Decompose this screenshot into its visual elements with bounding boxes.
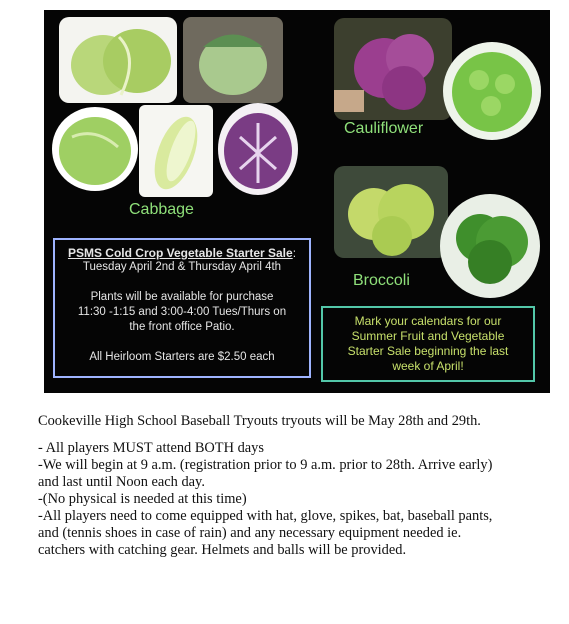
starter-sale-info-box <box>53 238 311 378</box>
sale-title: PSMS Cold Crop Vegetable Starter Sale <box>67 246 293 260</box>
red-cabbage-photo <box>218 103 298 195</box>
tryouts-details <box>38 440 558 559</box>
detail-line-3: and last until Noon each day. <box>38 474 205 490</box>
notice-line-2: Summer Fruit and Vegetable <box>351 329 505 343</box>
detail-line-7: catchers with catching gear. Helmets and balls will be provided. <box>38 542 407 558</box>
plants-line-1: Plants will be available for purchase <box>90 291 274 303</box>
cabbage-photo-1 <box>59 17 177 103</box>
purple-cauliflower-photo <box>334 18 452 120</box>
detail-line-1: - All players MUST attend BOTH days <box>38 440 264 456</box>
detail-line-2: -We will begin at 9 a.m. (registration prior to 9 a.m. prior to 28th. Arrive early) <box>38 457 493 473</box>
broccoli-photo <box>440 194 540 298</box>
cabbage-photo-2 <box>183 17 283 103</box>
cabbage-photo-3 <box>52 107 138 191</box>
detail-line-6: and (tennis shoes in case of rain) and any necessary equipment needed ie. <box>38 525 462 541</box>
sale-title-colon: : <box>292 246 297 260</box>
romanesco-broccoli-photo <box>334 166 448 258</box>
cabbage-label: Cabbage <box>129 201 194 218</box>
cauliflower-label: Cauliflower <box>344 120 424 137</box>
plants-line-2: 11:30 -1:15 and 3:00-4:00 Tues/Thurs on <box>77 306 287 318</box>
summer-sale-notice <box>321 306 535 382</box>
price-line: All Heirloom Starters are $2.50 each <box>89 351 275 363</box>
notice-line-4: week of April! <box>392 359 464 373</box>
sale-flyer <box>44 10 550 393</box>
tryouts-heading: Cookeville High School Baseball Tryouts tryouts will be May 28th and 29th. <box>38 413 481 429</box>
notice-line-1: Mark your calendars for our <box>354 314 502 328</box>
detail-line-4: -(No physical is needed at this time) <box>38 491 247 507</box>
detail-line-5: -All players need to come equipped with hat, glove, spikes, bat, baseball pants, <box>38 508 493 524</box>
cabbage-photo-4 <box>139 105 213 197</box>
notice-line-3: Starter Sale beginning the last <box>347 344 509 358</box>
broccoli-label: Broccoli <box>353 272 410 289</box>
sale-dates: Tuesday April 2nd & Thursday April 4th <box>82 261 282 273</box>
romanesco-photo <box>443 42 541 140</box>
plants-line-3: the front office Patio. <box>129 321 235 333</box>
